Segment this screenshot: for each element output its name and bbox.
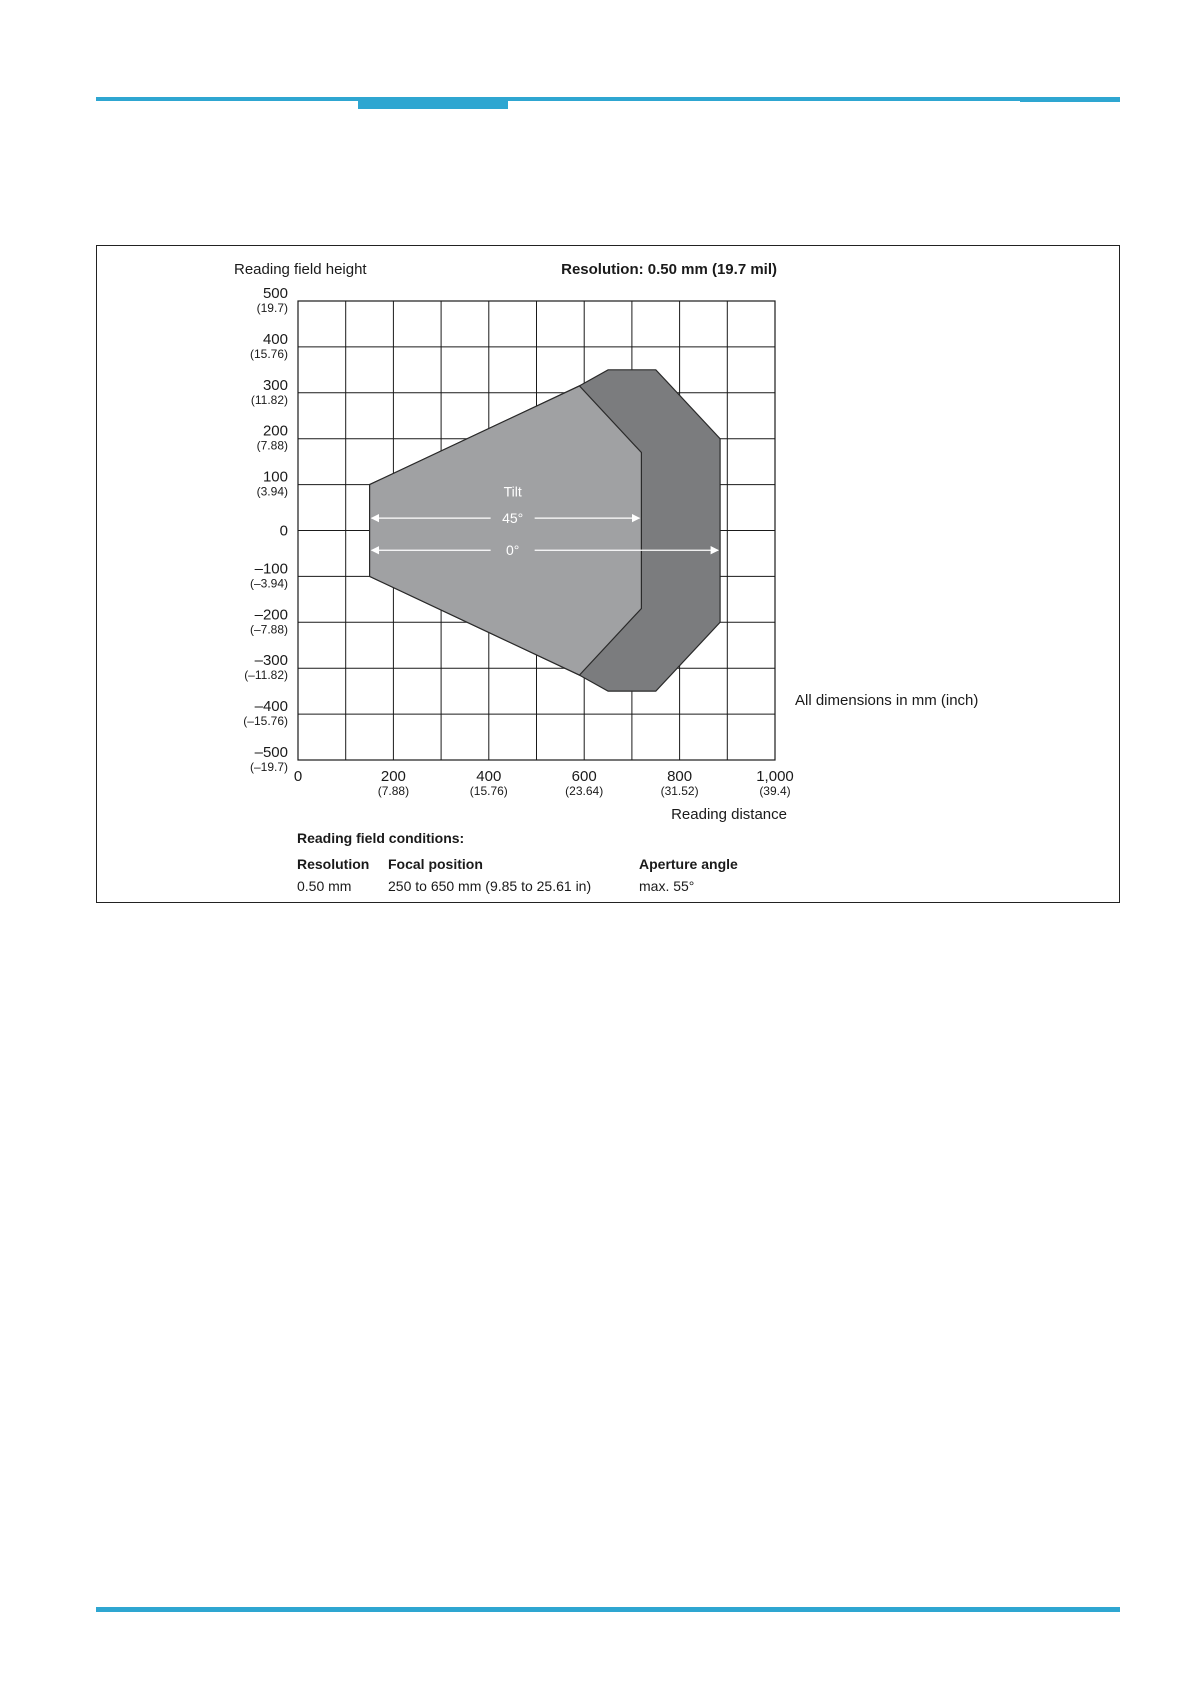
y-tick-sublabel: (–3.94) (249, 576, 288, 591)
conditions-header-focal: Focal position (388, 856, 483, 872)
x-axis-title: Reading distance (671, 806, 787, 823)
x-tick-label: 1,000 (756, 768, 794, 785)
y-tick-label: 200 (262, 422, 288, 440)
conditions-header-aperture: Aperture angle (639, 856, 738, 872)
x-tick-sublabel: (31.52) (660, 784, 699, 798)
y-tick-sublabel: (–7.88) (249, 622, 288, 637)
y-tick-sublabel: (–19.7) (249, 760, 288, 774)
y-tick-sublabel: (–11.82) (244, 668, 288, 683)
y-tick-label: 0 (279, 522, 288, 540)
chart-title: Resolution: 0.50 mm (19.7 mil) (561, 261, 777, 278)
y-tick-sublabel: (7.88) (256, 438, 288, 453)
y-tick-label: –400 (254, 698, 288, 716)
footer-rule (96, 1607, 1120, 1612)
y-tick-label: 500 (262, 285, 288, 302)
tilt-annotation: Tilt (503, 483, 522, 500)
header-rule-middle (508, 97, 1020, 101)
y-tick-sublabel: (–15.76) (243, 714, 288, 729)
conditions-heading: Reading field conditions: (297, 830, 465, 846)
units-note: All dimensions in mm (inch) (795, 692, 979, 709)
x-tick-sublabel: (15.76) (469, 784, 508, 798)
y-tick-label: –200 (254, 606, 288, 624)
y-tick-sublabel: (19.7) (256, 301, 288, 315)
y-tick-label: 100 (262, 468, 288, 486)
conditions-value-aperture: max. 55° (639, 878, 695, 894)
y-tick-sublabel: (11.82) (250, 392, 288, 407)
x-tick-label: 800 (667, 768, 693, 785)
y-tick-label: –100 (254, 560, 288, 578)
x-tick-label: 0 (293, 768, 303, 785)
y-tick-label: –500 (254, 744, 288, 761)
chart-frame (96, 245, 1120, 903)
tilt-label-0: 0° (505, 542, 520, 559)
x-tick-sublabel: (23.64) (565, 784, 604, 798)
x-tick-label: 400 (476, 768, 502, 785)
x-tick-sublabel: (39.4) (759, 784, 791, 798)
x-tick-sublabel: (7.88) (377, 784, 410, 798)
header-rule-tab (358, 97, 508, 109)
header-rule-right (1020, 97, 1120, 102)
y-axis-title: Reading field height (234, 261, 367, 278)
conditions-value-resolution: 0.50 mm (297, 878, 352, 894)
reading-field-chart (97, 246, 1119, 902)
y-tick-label: 300 (262, 376, 288, 394)
y-tick-label: –300 (254, 652, 288, 670)
y-tick-sublabel: (15.76) (249, 346, 288, 361)
header-rule-left (96, 97, 358, 101)
tilt-label-1: 45° (502, 510, 524, 527)
y-tick-sublabel: (3.94) (256, 484, 288, 499)
y-tick-label: 400 (262, 330, 288, 348)
x-tick-label: 200 (380, 768, 406, 785)
conditions-value-focal: 250 to 650 mm (9.85 to 25.61 in) (388, 878, 592, 894)
conditions-header-resolution: Resolution (297, 856, 370, 872)
x-tick-label: 600 (571, 768, 597, 785)
